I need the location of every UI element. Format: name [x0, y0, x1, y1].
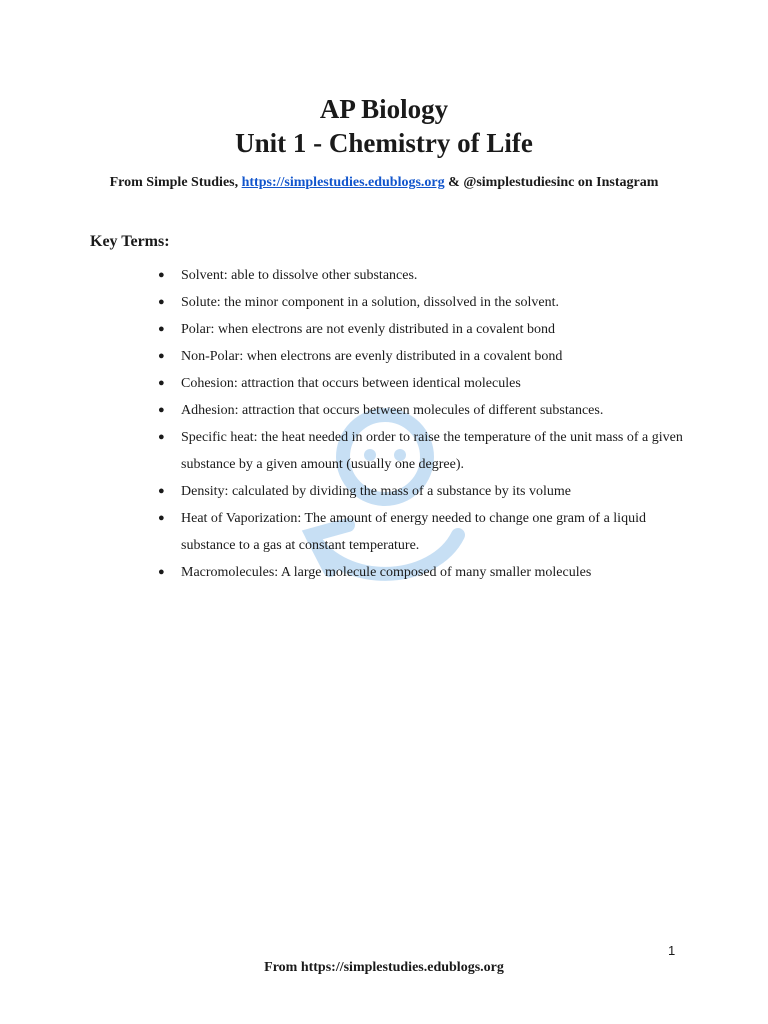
source-suffix: & @simplestudiesinc on Instagram: [444, 175, 659, 190]
term-text: Specific heat: the heat needed in order to raise the temperature of the unit mass of a given substance by a given amount (usually one degree).: [181, 430, 683, 472]
list-item: [155, 478, 685, 505]
page-title: AP Biology: [319, 94, 449, 124]
bullet-icon: ●: [158, 377, 165, 389]
term-text: Density: calculated by dividing the mass of a substance by its volume: [181, 484, 571, 499]
term-text: Solute: the minor component in a solution, dissolved in the solvent.: [181, 295, 559, 310]
page-number: 1: [668, 943, 676, 958]
source-link[interactable]: https://simplestudies.edublogs.org: [241, 175, 445, 190]
bullet-icon: ●: [158, 512, 165, 524]
key-terms-list: [155, 262, 685, 586]
term-text: Non-Polar: when electrons are evenly distributed in a covalent bond: [181, 349, 563, 364]
term-text: Heat of Vaporization: The amount of energy needed to change one gram of a liquid substance to a gas at constant temperature.: [181, 511, 646, 553]
source-prefix: From Simple Studies,: [109, 175, 242, 190]
term-text: Cohesion: attraction that occurs between identical molecules: [181, 376, 521, 391]
bullet-icon: ●: [158, 269, 165, 281]
list-item: [155, 370, 685, 397]
bullet-icon: ●: [158, 404, 165, 416]
term-text: Adhesion: attraction that occurs between molecules of different substances.: [181, 403, 604, 418]
page-subtitle: Unit 1 - Chemistry of Life: [235, 128, 533, 158]
list-item: [155, 397, 685, 424]
term-text: Solvent: able to dissolve other substances.: [181, 268, 418, 283]
bullet-icon: ●: [158, 296, 165, 308]
source-attribution: [104, 172, 664, 193]
page-footer: From https://simplestudies.edublogs.org: [264, 960, 504, 975]
bullet-icon: ●: [158, 485, 165, 497]
bullet-icon: ●: [158, 431, 165, 443]
list-item: [155, 559, 685, 586]
bullet-icon: ●: [158, 350, 165, 362]
list-item: [155, 343, 685, 370]
list-item: [155, 316, 685, 343]
term-text: Macromolecules: A large molecule composed of many smaller molecules: [181, 565, 592, 580]
list-item: [155, 262, 685, 289]
term-text: Polar: when electrons are not evenly distributed in a covalent bond: [181, 322, 556, 337]
key-terms-heading: Key Terms:: [90, 233, 170, 250]
bullet-icon: ●: [158, 566, 165, 578]
list-item: [155, 505, 685, 559]
list-item: [155, 289, 685, 316]
document-header: [0, 92, 768, 193]
bullet-icon: ●: [158, 323, 165, 335]
list-item: [155, 424, 685, 478]
